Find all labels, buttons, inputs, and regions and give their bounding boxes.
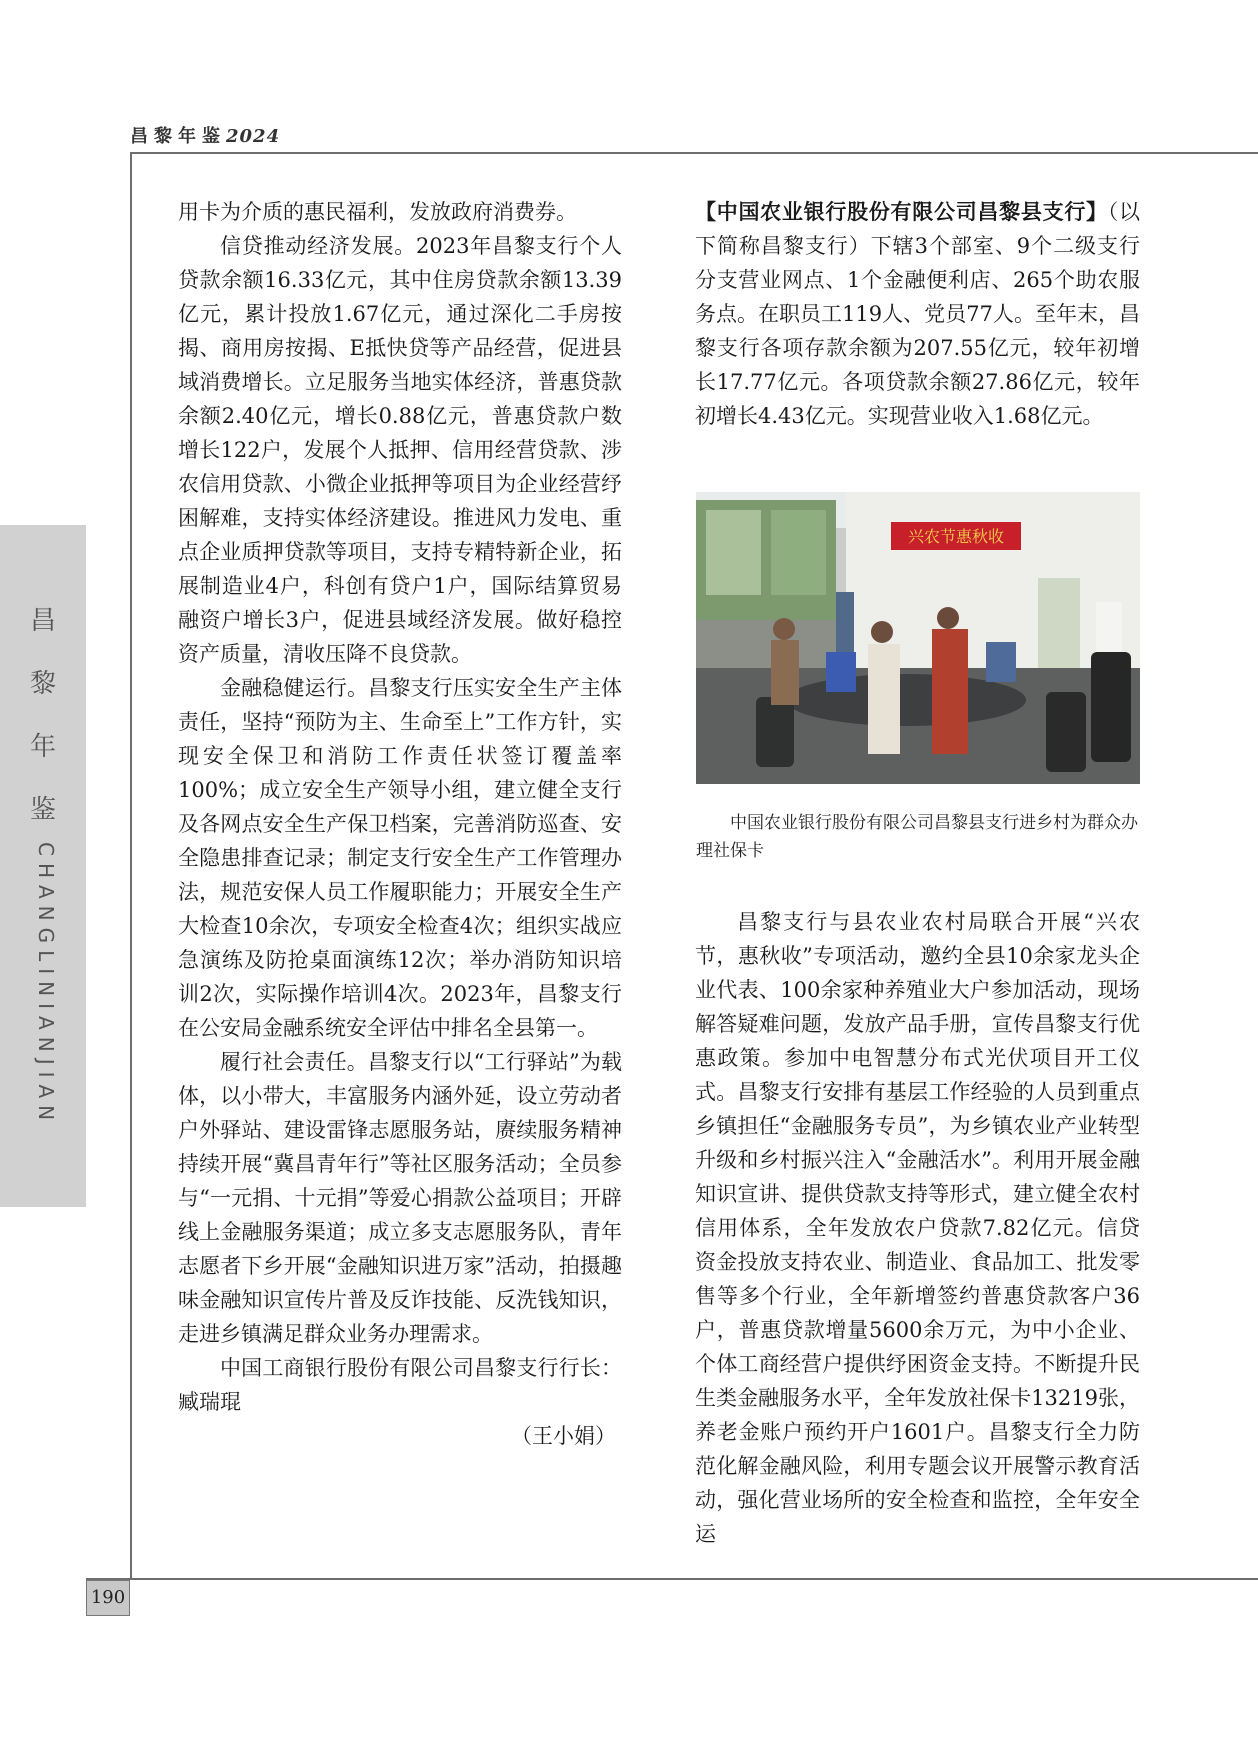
side-char: 黎 (29, 669, 56, 699)
paragraph: （以下简称昌黎支行）下辖3个部室、9个二级支行分支营业网点、1个金融便利店、265个助农服务点。在职员工119人、党员77人。至年末，昌黎支行各项存款余额为207.55亿元，较年初增长17.77亿元。各项贷款余额27.86亿元，较年初增长4.43亿元。实现营业收入1.68亿元。 (695, 200, 1141, 428)
paragraph: 履行社会责任。昌黎支行以“工行驿站”为载体，以小带大，丰富服务内涵外延，设立劳动者户外驿站、建设雷锋志愿服务站，赓续服务精神持续开展“冀昌青年行”等社区服务活动；全员参与“一元捐、十元捐”等爱心捐款公益项目；开辟线上金融服务渠道；成立多支志愿服务队，青年志愿者下乡开展“金融知识进万家”活动，拍摄趣味金融知识宣传片普及反诈技能、反洗钱知识，走进乡镇满足群众业务办理需求。 (178, 1050, 622, 1346)
side-char: 年 (29, 732, 56, 762)
top-rule (130, 152, 1258, 154)
paragraph: 金融稳健运行。昌黎支行压实安全生产主体责任，坚持“预防为主、生命至上”工作方针，实现安全保卫和消防工作责任状签订覆盖率100%；成立安全生产领导小组，建立健全支行及各网点安全生产保卫档案，完善消防巡查、安全隐患排查记录；制定支行安全生产工作管理办法，规范安保人员工作履职能力；开展安全生产大检查10余次，专项安全检查4次；组织实战应急演练及防抢桌面演练12次；举办消防知识培训2次，实际操作培训4次。2023年，昌黎支行在公安局金融系统安全评估中排名全县第一。 (178, 676, 622, 1040)
organization-title: 【中国农业银行股份有限公司昌黎县支行】 (695, 200, 1108, 224)
event-photo (696, 492, 1140, 784)
paragraph: 用卡为介质的惠民福利，发放政府消费券。 (178, 200, 577, 224)
side-char: 昌 (29, 606, 56, 636)
running-header (130, 122, 280, 148)
photo-illustration (696, 492, 1140, 784)
side-title (0, 590, 86, 842)
paragraph: 中国工商银行股份有限公司昌黎支行行长：臧瑞琨 (178, 1356, 622, 1414)
yearbook-year: 2024 (226, 126, 281, 147)
bottom-rule (86, 1578, 1258, 1580)
paragraph: 昌黎支行与县农业农村局联合开展“兴农节，惠秋收”专项活动，邀约全县10余家龙头企业代表、100余家种养殖业大户参加活动，现场解答疑难问题，发放产品手册，宣传昌黎支行优惠政策。参加中电智慧分布式光伏项目开工仪式。昌黎支行安排有基层工作经验的人员到重点乡镇担任“金融服务专员”，为乡镇农业产业转型升级和乡村振兴注入“金融活水”。利用开展金融知识宣讲、提供贷款支持等形式，建立健全农村信用体系，全年发放农户贷款7.82亿元。信贷资金投放支持农业、制造业、食品加工、批发零售等多个行业，全年新增签约普惠贷款客户36户，普惠贷款增量5600余万元，为中小企业、个体工商经营户提供纾困资金支持。不断提升民生类金融服务水平，全年发放社保卡13219张，养老金账户预约开户1601户。昌黎支行全力防范化解金融风险，利用专题会议开展警示教育活动，强化营业场所的安全检查和监控，全年安全运 (695, 910, 1140, 1546)
yearbook-title: 昌黎年鉴 (130, 126, 226, 147)
photo-caption: 中国农业银行股份有限公司昌黎县支行进乡村为群众办理社保卡 (696, 813, 1138, 861)
right-column-top (695, 195, 1140, 433)
side-pinyin: CHANGLINIANJIAN (34, 842, 58, 1128)
left-column (178, 195, 622, 1453)
left-rule (130, 152, 132, 1578)
paragraph: 信贷推动经济发展。2023年昌黎支行个人贷款余额16.33亿元，其中住房贷款余额13.39亿元，累计投放1.67亿元，通过深化二手房按揭、商用房按揭、E抵快贷等产品经营，促进县域消费增长。立足服务当地实体经济，普惠贷款余额2.40亿元，增长0.88亿元，普惠贷款户数增长122户，发展个人抵押、信用经营贷款、涉农信用贷款、小微企业抵押等项目为企业经营纾困解难，支持实体经济建设。推进风力发电、重点企业质押贷款等项目，支持专精特新企业，拓展制造业4户，科创有贷户1户，国际结算贸易融资户增长3户，促进县域经济发展。做好稳控资产质量，清收压降不良贷款。 (178, 234, 622, 666)
side-char: 鉴 (29, 795, 56, 825)
right-column-bottom (695, 905, 1140, 1551)
author-credit: （王小娟） (511, 1424, 616, 1448)
page-number: 190 (86, 1580, 130, 1616)
photo-banner-text: 兴农节惠秋收 (907, 527, 1005, 546)
